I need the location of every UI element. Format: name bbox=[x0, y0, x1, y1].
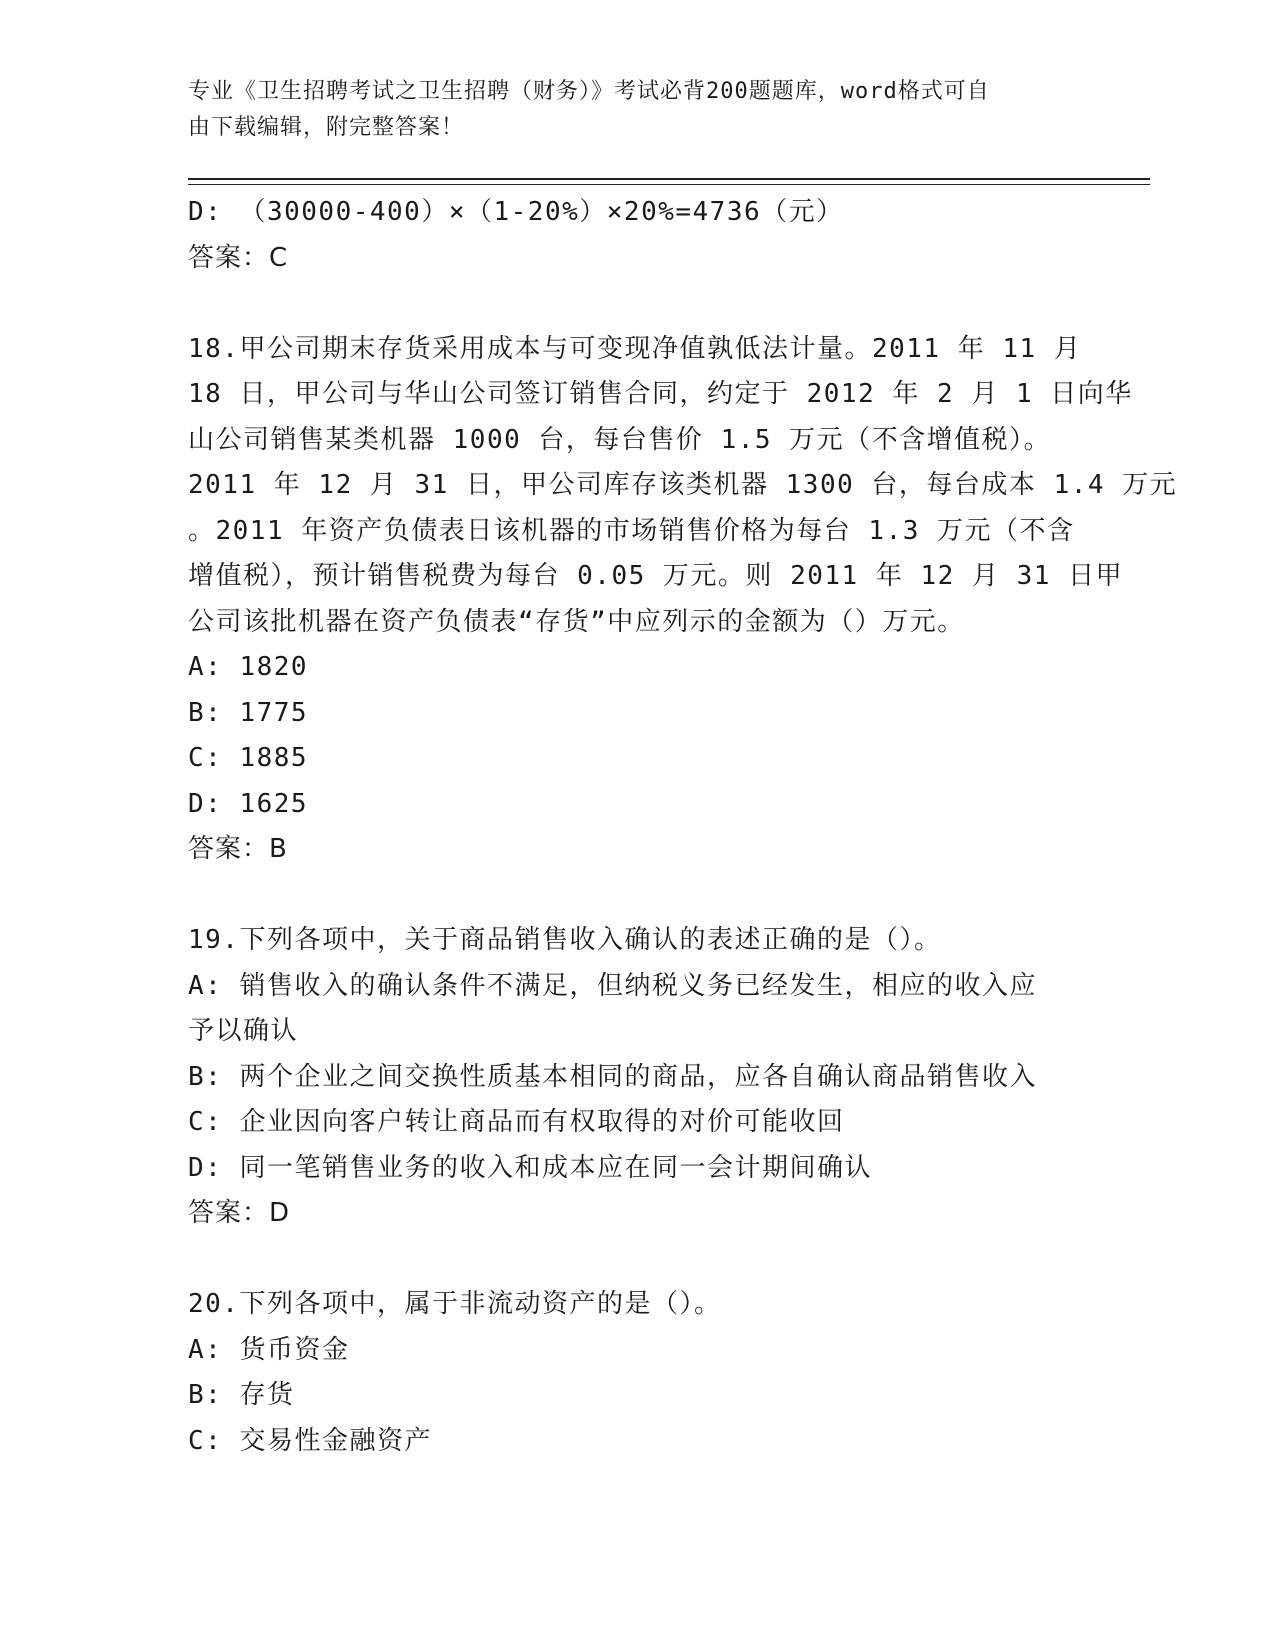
spacer bbox=[188, 281, 1088, 327]
page-header bbox=[188, 74, 1088, 146]
option-a: A: 销售收入的确认条件不满足，但纳税义务已经发生，相应的收入应 bbox=[188, 970, 1037, 1001]
question-text: 19.下列各项中，关于商品销售收入确认的表述正确的是（）。 bbox=[188, 925, 942, 955]
option-a: A: 货币资金 bbox=[188, 1334, 350, 1365]
answer: 答案：D bbox=[188, 1198, 291, 1228]
option-a: A: 1820 bbox=[188, 652, 309, 682]
question-line: 增值税），预计销售税费为每台 0.05 万元。则 2011 年 12 月 31 日甲 bbox=[188, 561, 1124, 591]
header-rule-bottom bbox=[188, 184, 1150, 185]
question-text: 20.下列各项中，属于非流动资产的是（）。 bbox=[188, 1289, 722, 1319]
option-b: B: 两个企业之间交换性质基本相同的商品，应各自确认商品销售收入 bbox=[188, 1061, 1037, 1092]
document-body bbox=[188, 190, 1178, 1464]
question-line: 2011 年 12 月 31 日，甲公司库存该类机器 1300 台，每台成本 1.4 万元 bbox=[188, 470, 1178, 500]
header-line-1: 专业《卫生招聘考试之卫生招聘（财务）》考试必背200题题库，word格式可自 bbox=[188, 79, 990, 104]
question-18 bbox=[188, 327, 1178, 873]
option-d: D: 同一笔销售业务的收入和成本应在同一会计期间确认 bbox=[188, 1152, 872, 1183]
question-line: 山公司销售某类机器 1000 台，每台售价 1.5 万元（不含增值税）。 bbox=[188, 424, 1052, 455]
answer: 答案：B bbox=[188, 834, 288, 864]
header-line-2: 由下载编辑，附完整答案！ bbox=[188, 115, 465, 140]
option-b: B: 存货 bbox=[188, 1380, 295, 1410]
option-c: C: 交易性金融资产 bbox=[188, 1425, 432, 1456]
question-20 bbox=[188, 1282, 1088, 1464]
spacer bbox=[188, 1237, 1088, 1283]
option-d: D: （30000-400）×（1-20%）×20%=4736（元） bbox=[188, 197, 844, 227]
previous-question-tail bbox=[188, 190, 1088, 281]
option-b: B: 1775 bbox=[188, 697, 309, 728]
option-a-continued: 予以确认 bbox=[188, 1016, 299, 1046]
question-line: 18.甲公司期末存货采用成本与可变现净值孰低法计量。2011 年 11 月 bbox=[188, 333, 1082, 364]
option-c: C: 企业因向客户转让商品而有权取得的对价可能收回 bbox=[188, 1107, 845, 1137]
question-line: 公司该批机器在资产负债表“存货”中应列示的金额为（）万元。 bbox=[188, 606, 965, 637]
header-rule-top bbox=[188, 178, 1150, 180]
question-line: 18 日，甲公司与华山公司签订销售合同，约定于 2012 年 2 月 1 日向华 bbox=[188, 379, 1133, 409]
option-c: C: 1885 bbox=[188, 743, 309, 773]
answer: 答案：C bbox=[188, 242, 289, 273]
option-d: D: 1625 bbox=[188, 788, 309, 819]
question-19 bbox=[188, 918, 1088, 1237]
spacer bbox=[188, 873, 1088, 919]
question-line: 。2011 年资产负债表日该机器的市场销售价格为每台 1.3 万元（不含 bbox=[188, 515, 1075, 546]
